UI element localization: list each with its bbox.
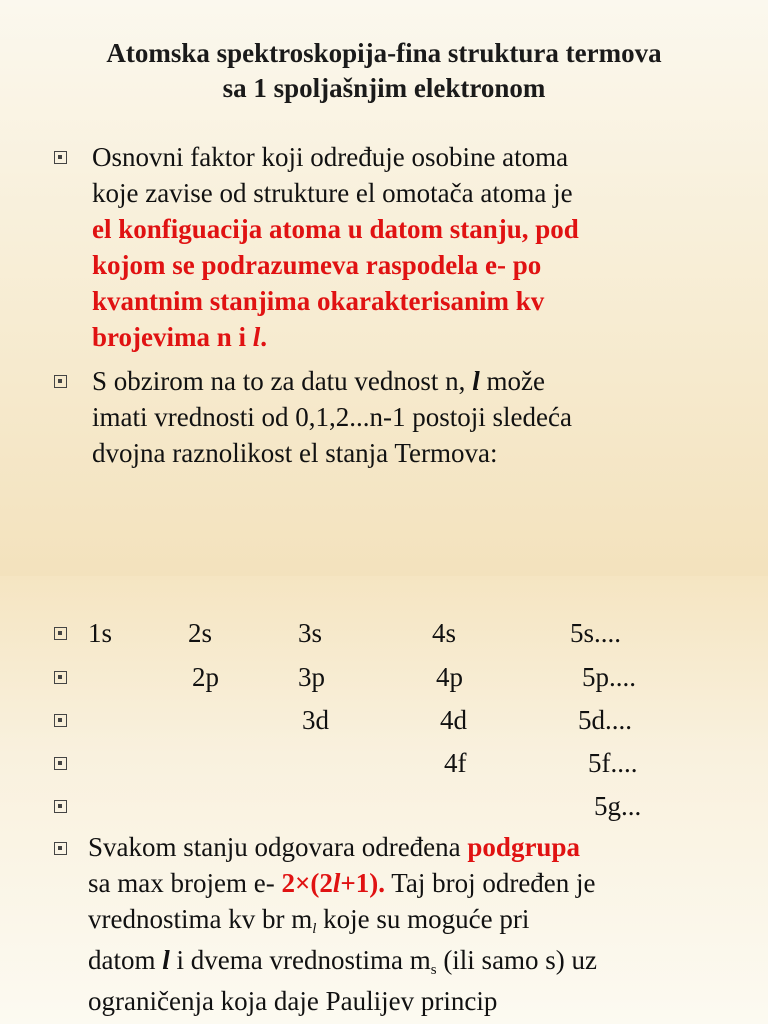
title-line-1: Atomska spektroskopija-fina struktura termova (106, 38, 662, 68)
red-text-line: kojom se podrazumeva raspodela e- po (92, 250, 542, 280)
text-segment: koje su moguće pri (316, 904, 530, 934)
text-line (88, 829, 758, 865)
slide-2 (0, 576, 768, 1024)
red-text: brojevima n i (92, 322, 253, 352)
text-line (88, 901, 758, 942)
text-segment: sa max brojem e- (88, 868, 282, 898)
bold-italic-l: l (162, 945, 170, 975)
subscript: l (312, 921, 317, 937)
text-line: koje zavise od strukture el omotača atoma je (92, 178, 573, 208)
bullet-square-icon (54, 375, 67, 388)
text-segment: (ili samo s) uz (436, 945, 598, 975)
orbital-label: 4f (444, 748, 467, 778)
formula-part: +1). (340, 868, 385, 898)
formula-part: 2×(2 (281, 868, 333, 898)
orbital-label: 2p (192, 662, 219, 692)
bullet-square-icon (54, 800, 67, 813)
bold-italic-l: l (472, 366, 480, 396)
bullet-square-icon (54, 671, 67, 684)
bullet-square-icon (54, 151, 67, 164)
red-text-line: kvantnim stanjima okarakterisanim kv (92, 286, 545, 316)
orbital-label: 5d.... (578, 705, 632, 735)
text-segment: Svakom stanju odgovara određena (88, 832, 468, 862)
bullet-square-icon (54, 757, 67, 770)
orbital-label: 2s (188, 618, 213, 648)
bullet-paragraph-3 (88, 829, 758, 1019)
bullet-paragraph-1 (92, 139, 762, 355)
text-segment: S obzirom na to za datu vednost n, (92, 366, 473, 396)
text-line (92, 363, 762, 399)
text-line (88, 942, 758, 983)
title-line-2: sa 1 spoljašnjim elektronom (222, 73, 546, 103)
red-text-line (92, 319, 762, 355)
text-line: Osnovni faktor koji određuje osobine atoma (92, 142, 569, 172)
text-segment: i dvema vrednostima m (169, 945, 431, 975)
italic-l: l (332, 868, 341, 898)
red-text-line: el konfiguacija atoma u datom stanju, pod (92, 214, 579, 244)
italic-l: l (252, 322, 261, 352)
orbital-label: 3p (298, 662, 325, 692)
orbital-label: 3s (298, 618, 323, 648)
text-segment: može (479, 366, 545, 396)
red-keyword: podgrupa (467, 832, 580, 862)
red-formula (281, 868, 385, 898)
orbital-label: 5s.... (570, 618, 622, 648)
orbital-label: 4d (440, 705, 467, 735)
slide-title (20, 36, 748, 106)
text-segment: datom (88, 945, 163, 975)
text-line: imati vrednosti od 0,1,2...n-1 postoji sledeća (92, 402, 572, 432)
subscript: s (430, 962, 437, 978)
orbital-label: 4p (436, 662, 463, 692)
text-segment: vrednostima kv br m (88, 904, 313, 934)
orbital-label: 5p.... (582, 662, 636, 692)
text-line: dvojna raznolikost el stanja Termova: (92, 438, 498, 468)
period: . (260, 322, 268, 352)
text-segment: Taj broj određen je (384, 868, 596, 898)
bullet-square-icon (54, 842, 67, 855)
orbital-label: 4s (432, 618, 457, 648)
orbital-label: 1s (88, 618, 113, 648)
bullet-square-icon (54, 714, 67, 727)
orbital-label: 5g... (594, 791, 642, 821)
orbital-label: 5f.... (588, 748, 638, 778)
bullet-square-icon (54, 627, 67, 640)
text-line (88, 865, 758, 901)
bullet-paragraph-2 (92, 363, 762, 471)
orbital-label: 3d (302, 705, 329, 735)
text-line: ograničenja koja daje Paulijev princip (88, 986, 498, 1016)
